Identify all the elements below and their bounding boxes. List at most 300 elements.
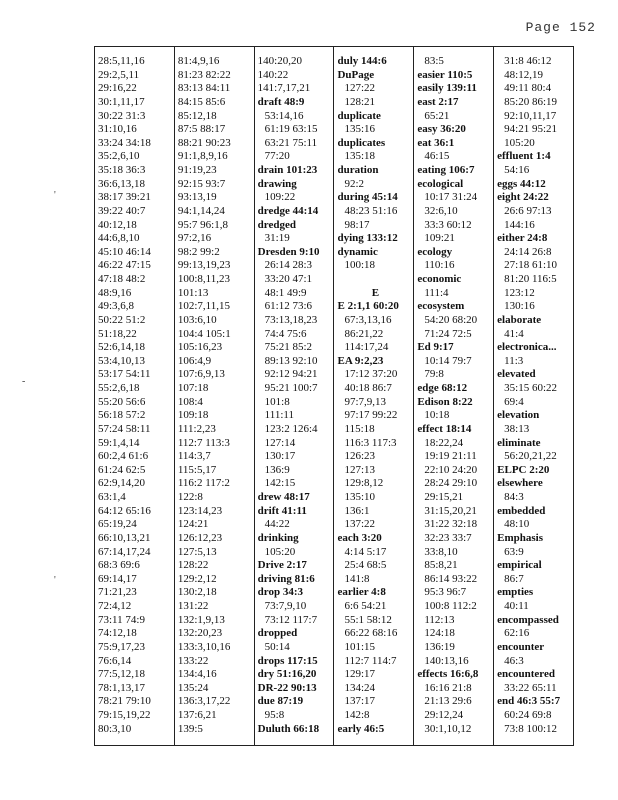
page-reference: 100:18 xyxy=(344,259,376,272)
index-term: empties xyxy=(497,586,534,599)
page-reference: 69:14,17 xyxy=(98,572,137,585)
page-reference: 48:9,16 xyxy=(98,286,132,299)
index-term: due 87:19 xyxy=(257,695,304,708)
index-term: eating 106:7 xyxy=(417,164,475,176)
page-reference: 60:24 69:8 xyxy=(504,709,552,721)
page-reference: 76:6,14 xyxy=(98,654,132,667)
page-reference: 33:20 47:1 xyxy=(264,273,313,285)
page-reference: 105:16,23 xyxy=(177,341,223,354)
page-reference: 24:14 26:8 xyxy=(504,245,552,258)
page-reference: 61:24 62:5 xyxy=(98,463,146,476)
page-reference: 130:2,18 xyxy=(177,586,217,599)
page-reference: 129:8,12 xyxy=(344,477,384,490)
index-term: encompassed xyxy=(497,613,559,626)
page-reference: 57:24 58:11 xyxy=(98,422,151,435)
page-reference: 137:17 xyxy=(344,695,376,708)
page-reference: 128:21 xyxy=(344,95,376,108)
page-reference: 49:11 80:4 xyxy=(504,82,552,95)
page-reference: 55:1 58:12 xyxy=(344,613,392,626)
page-reference: 84:3 xyxy=(504,491,524,503)
page-reference: 75:21 85:2 xyxy=(264,341,313,354)
page-reference: 92:15 93:7 xyxy=(177,177,226,190)
index-term: driving 81:6 xyxy=(257,572,315,585)
page-reference: 31:22 32:18 xyxy=(424,518,478,531)
page-reference: 131:22 xyxy=(177,600,209,612)
page-reference: 32:23 33:7 xyxy=(424,531,472,544)
page-reference: 135:18 xyxy=(344,150,376,163)
page-reference: 53:14,16 xyxy=(264,109,304,122)
page-reference: 48:10 xyxy=(504,518,530,531)
index-term: duplicate xyxy=(337,109,381,122)
page-reference: 49:3,6,8 xyxy=(98,300,135,313)
index-term: dynamic xyxy=(337,245,378,258)
page-reference: 56:20,21,22 xyxy=(504,450,557,463)
page-reference: 85:20 86:19 xyxy=(504,95,558,108)
index-column-5 xyxy=(414,47,494,745)
page-reference: 122:8 xyxy=(177,491,203,503)
page-reference: 101:8 xyxy=(264,395,290,408)
page-reference: 35:18 36:3 xyxy=(98,164,146,176)
page-reference: 144:16 xyxy=(504,218,535,231)
page-reference: 44:22 xyxy=(264,518,290,531)
page-reference: 87:5 88:17 xyxy=(177,123,226,136)
page-reference: 11:3 xyxy=(504,354,524,367)
page-reference: 89:13 92:10 xyxy=(264,354,318,367)
page-reference: 126:12,23 xyxy=(177,531,223,544)
page-reference: 80:3,10 xyxy=(98,722,132,735)
page-reference: 111:2,23 xyxy=(177,422,216,435)
index-term: easily 139:11 xyxy=(417,82,477,95)
page-reference: 95:21 100:7 xyxy=(264,382,318,394)
page-reference: 141:7,17,21 xyxy=(257,82,311,95)
page-reference: 53:4,10,13 xyxy=(98,354,146,367)
index-term: earlier 4:8 xyxy=(337,586,386,599)
page-reference: 46:22 47:15 xyxy=(98,259,151,272)
index-column-6 xyxy=(494,47,573,745)
page-reference: 110:16 xyxy=(424,259,455,272)
page-reference: 77:20 xyxy=(264,150,290,163)
index-term: eight 24:22 xyxy=(497,191,549,204)
page-reference: 35:15 60:22 xyxy=(504,382,558,394)
page-reference: 101:15 xyxy=(344,640,376,653)
page-reference: 72:4,12 xyxy=(98,600,132,612)
index-term: drift 41:11 xyxy=(257,504,307,517)
index-column-4 xyxy=(334,47,414,745)
page-reference: 85:8,21 xyxy=(424,559,458,572)
page-reference: 65:19,24 xyxy=(98,518,137,531)
page-reference: 55:2,6,18 xyxy=(98,382,140,394)
index-term: elevated xyxy=(497,368,536,381)
page-reference: 140:22 xyxy=(257,68,289,81)
page-reference: 139:5 xyxy=(177,722,203,735)
section-letter: E xyxy=(371,286,380,299)
page-reference: 135:24 xyxy=(177,681,209,694)
page-reference: 134:4,16 xyxy=(177,668,217,681)
page-reference: 128:22 xyxy=(177,559,209,572)
page-reference: 116:2 117:2 xyxy=(177,477,230,490)
page-reference: 18:22,24 xyxy=(424,436,464,449)
page-reference: 81:20 116:5 xyxy=(504,273,557,285)
index-term: Edison 8:22 xyxy=(417,395,473,408)
page-reference: 127:14 xyxy=(264,436,296,449)
page-reference: 93:13,19 xyxy=(177,191,217,204)
page-reference: 130:16 xyxy=(504,300,535,313)
page-reference: 109:21 xyxy=(424,232,455,245)
page-reference: 86:21,22 xyxy=(344,327,384,340)
page-reference: 81:23 82:22 xyxy=(177,68,231,81)
page-reference: 19:19 21:11 xyxy=(424,450,477,463)
page-reference: 25:4 68:5 xyxy=(344,559,387,572)
page-reference: 41:4 xyxy=(504,327,524,340)
page-reference: 112:7 114:7 xyxy=(344,654,397,667)
page-reference: 83:5 xyxy=(424,55,444,67)
page-reference: 4:14 5:17 xyxy=(344,545,387,558)
page-reference: 10:18 xyxy=(424,409,450,422)
page-reference: 77:5,12,18 xyxy=(98,668,146,681)
page-reference: 132:1,9,13 xyxy=(177,613,225,626)
page-reference: 127:5,13 xyxy=(177,545,217,558)
page-reference: 124:18 xyxy=(424,627,455,640)
page-reference: 40:11 xyxy=(504,600,529,612)
page-reference: 40:12,18 xyxy=(98,218,137,231)
page-reference: 134:24 xyxy=(344,681,376,694)
page-reference: 97:17 99:22 xyxy=(344,409,398,422)
page-reference: 142:15 xyxy=(264,477,296,490)
index-term: drew 48:17 xyxy=(257,491,310,503)
page-reference: 16:16 21:8 xyxy=(424,681,472,694)
page-reference: 78:1,13,17 xyxy=(98,681,146,694)
page-reference: 107:18 xyxy=(177,382,209,394)
page-reference: 132:20,23 xyxy=(177,627,223,640)
page-reference: 135:16 xyxy=(344,123,376,136)
page-reference: 92:2 xyxy=(344,177,365,190)
page-reference: 140:20,20 xyxy=(257,55,302,67)
page-reference: 31:10,16 xyxy=(98,123,137,136)
page-reference: 104:4 105:1 xyxy=(177,327,231,340)
page-reference: 73:12 117:7 xyxy=(264,613,318,626)
index-term: encountered xyxy=(497,668,555,681)
page-reference: 50:14 xyxy=(264,640,290,653)
index-term: elevation xyxy=(497,409,540,422)
page-reference: 135:10 xyxy=(344,491,376,503)
page-reference: 112:7 113:3 xyxy=(177,436,230,449)
page-reference: 55:20 56:6 xyxy=(98,395,146,408)
page-reference: 54:20 68:20 xyxy=(424,313,478,326)
page-reference: 48:1 49:9 xyxy=(264,286,307,299)
page-reference: 38:17 39:21 xyxy=(98,191,151,204)
page-reference: 21:13 29:6 xyxy=(424,695,472,708)
page-reference: 115:18 xyxy=(344,422,375,435)
index-term: either 24:8 xyxy=(497,232,548,245)
page-reference: 127:22 xyxy=(344,82,376,95)
page-reference: 31:8 46:12 xyxy=(504,55,552,67)
index-term: Drive 2:17 xyxy=(257,559,307,572)
page-reference: 54:16 xyxy=(504,164,530,176)
page-reference: 10:14 79:7 xyxy=(424,354,472,367)
page-reference: 79:15,19,22 xyxy=(98,709,151,721)
index-term: easy 36:20 xyxy=(417,123,466,136)
index-term: dredged xyxy=(257,218,296,231)
page-reference: 103:6,10 xyxy=(177,313,217,326)
index-term: E 2:1,1 60:20 xyxy=(337,300,399,313)
page-reference: 59:1,4,14 xyxy=(98,436,140,449)
index-term: dry 51:16,20 xyxy=(257,668,317,681)
page-reference: 73:8 100:12 xyxy=(504,722,558,735)
page-reference: 47:18 48:2 xyxy=(98,273,146,285)
page-reference: 124:21 xyxy=(177,518,209,531)
page-reference: 95:3 96:7 xyxy=(424,586,467,599)
page-reference: 67:3,13,16 xyxy=(344,313,392,326)
page-reference: 17:12 37:20 xyxy=(344,368,398,381)
page-reference: 61:12 73:6 xyxy=(264,300,313,313)
page-reference: 109:22 xyxy=(264,191,296,204)
page-reference: 64:12 65:16 xyxy=(98,504,151,517)
page-reference: 60:2,4 61:6 xyxy=(98,450,149,463)
index-term: drawing xyxy=(257,177,297,190)
page-reference: 105:20 xyxy=(504,136,535,149)
page-reference: 78:21 79:10 xyxy=(98,695,151,708)
index-term: eggs 44:12 xyxy=(497,177,546,190)
index-term: elaborate xyxy=(497,313,542,326)
index-term: eat 36:1 xyxy=(417,136,455,149)
index-term: electronica... xyxy=(497,341,557,354)
page-reference: 31:15,20,21 xyxy=(424,504,477,517)
page-reference: 97:7,9,13 xyxy=(344,395,387,408)
page-reference: 31:19 xyxy=(264,232,290,245)
index-term: ecosystem xyxy=(417,300,465,313)
page-reference: 129:2,12 xyxy=(177,572,217,585)
index-term: encounter xyxy=(497,640,545,653)
page-reference: 29:16,22 xyxy=(98,82,137,95)
page-reference: 62:9,14,20 xyxy=(98,477,146,490)
page-reference: 71:24 72:5 xyxy=(424,327,472,340)
page-reference: 127:13 xyxy=(344,463,376,476)
page-reference: 46:3 xyxy=(504,654,524,667)
page-reference: 66:22 68:16 xyxy=(344,627,398,640)
page-reference: 44:6,8,10 xyxy=(98,232,140,245)
index-term: ELPC 2:20 xyxy=(497,463,550,476)
index-term: Duluth 66:18 xyxy=(257,722,320,735)
page-reference xyxy=(334,273,413,287)
page-reference: 74:4 75:6 xyxy=(264,327,307,340)
page-reference: 65:21 xyxy=(424,109,450,122)
index-term: end 46:3 55:7 xyxy=(497,695,561,708)
page-reference: 29:15,21 xyxy=(424,491,464,503)
page-reference: 111:4 xyxy=(424,286,449,299)
page-reference: 73:13,18,23 xyxy=(264,313,318,326)
page-reference: 102:7,11,15 xyxy=(177,300,230,313)
index-term: eliminate xyxy=(497,436,541,449)
page-reference: 85:12,18 xyxy=(177,109,217,122)
page-reference: 136:19 xyxy=(424,640,455,653)
page-reference: 73:11 74:9 xyxy=(98,613,145,626)
page-reference: 51:18,22 xyxy=(98,327,137,340)
page-reference: 52:6,14,18 xyxy=(98,341,146,354)
index-term: embedded xyxy=(497,504,546,517)
index-term: dying 133:12 xyxy=(337,232,398,245)
index-term: Ed 9:17 xyxy=(417,341,454,354)
index-term: elsewhere xyxy=(497,477,543,490)
page-reference: 95:8 xyxy=(264,709,285,721)
page-reference: 136:9 xyxy=(264,463,290,476)
page-reference: 98:2 99:2 xyxy=(177,245,220,258)
page-reference: 86:7 xyxy=(504,572,524,585)
index-term: draft 48:9 xyxy=(257,95,305,108)
page-reference: 50:22 51:2 xyxy=(98,313,146,326)
page-reference: 62:16 xyxy=(504,627,530,640)
index-term: during 45:14 xyxy=(337,191,398,204)
margin-mark: ' xyxy=(54,190,56,201)
index-term: Dresden 9:10 xyxy=(257,245,320,258)
page-reference: 29:2,5,11 xyxy=(98,68,140,81)
page-reference: 98:17 xyxy=(344,218,370,231)
margin-mark: - xyxy=(22,376,26,387)
index-term: drop 34:3 xyxy=(257,586,303,599)
index-term: ecological xyxy=(417,177,464,190)
page-reference: 32:6,10 xyxy=(424,204,458,217)
page-reference: 92:12 94:21 xyxy=(264,368,318,381)
page-reference: 6:6 54:21 xyxy=(344,600,387,612)
page-reference: 137:22 xyxy=(344,518,376,531)
page-reference: 105:20 xyxy=(264,545,296,558)
index-term: early 46:5 xyxy=(337,722,385,735)
index-column-1 xyxy=(95,47,175,745)
index-term: dropped xyxy=(257,627,298,640)
index-term: empirical xyxy=(497,559,542,572)
page-reference: 30:22 31:3 xyxy=(98,109,146,122)
index-term: duplicates xyxy=(337,136,386,149)
page-reference: 142:8 xyxy=(344,709,370,721)
index-term: EA 9:2,23 xyxy=(337,354,384,367)
index-term: DuPage xyxy=(337,68,375,81)
page-reference: 29:12,24 xyxy=(424,709,464,721)
index-column-3 xyxy=(255,47,335,745)
index-term: effluent 1:4 xyxy=(497,150,551,163)
page-reference: 30:1,11,17 xyxy=(98,95,145,108)
page-reference: 86:14 93:22 xyxy=(424,572,478,585)
page-reference: 73:7,9,10 xyxy=(264,600,307,612)
page-reference: 22:10 24:20 xyxy=(424,463,478,476)
index-term: effect 18:14 xyxy=(417,422,472,435)
page-reference: 33:8,10 xyxy=(424,545,458,558)
page-reference: 133:22 xyxy=(177,654,209,667)
page-reference: 123:2 126:4 xyxy=(264,422,318,435)
margin-mark: ' xyxy=(54,575,56,586)
page-reference: 48:23 51:16 xyxy=(344,204,398,217)
page-reference: 130:17 xyxy=(264,450,296,463)
page-reference: 33:22 65:11 xyxy=(504,681,557,694)
index-term: easier 110:5 xyxy=(417,68,473,81)
page-reference: 35:2,6,10 xyxy=(98,150,140,163)
page-reference: 67:14,17,24 xyxy=(98,545,151,558)
page-reference: 69:4 xyxy=(504,395,524,408)
page-reference: 114:17,24 xyxy=(344,341,389,354)
page-reference: 129:17 xyxy=(344,668,376,681)
page-reference: 27:18 61:10 xyxy=(504,259,558,272)
page-reference: 116:3 117:3 xyxy=(344,436,397,449)
index-term: east 2:17 xyxy=(417,95,459,108)
page-reference: 71:21,23 xyxy=(98,586,137,599)
page-reference: 63:9 xyxy=(504,545,524,558)
page-reference: 136:1 xyxy=(344,504,370,517)
page-reference: 40:18 86:7 xyxy=(344,382,392,394)
page-reference: 74:12,18 xyxy=(98,627,137,640)
page-reference: 33:24 34:18 xyxy=(98,136,151,149)
page-reference: 97:2,16 xyxy=(177,232,212,245)
page-reference: 48:12,19 xyxy=(504,68,543,81)
page-reference: 26:14 28:3 xyxy=(264,259,313,272)
page-reference: 100:8 112:2 xyxy=(424,600,477,612)
index-term: dredge 44:14 xyxy=(257,204,319,217)
page-reference: 112:13 xyxy=(424,613,455,626)
page-reference: 133:3,10,16 xyxy=(177,640,231,653)
page-reference: 123:14,23 xyxy=(177,504,223,517)
page-number-label: Page 152 xyxy=(525,20,596,35)
page-reference: 141:8 xyxy=(344,572,370,585)
page-reference: 38:13 xyxy=(504,422,530,435)
page-reference: 114:3,7 xyxy=(177,450,211,463)
index-term: economic xyxy=(417,273,462,285)
page-reference: 100:8,11,23 xyxy=(177,273,230,285)
page-reference: 84:15 85:6 xyxy=(177,95,226,108)
page-reference: 107:6,9,13 xyxy=(177,368,225,381)
page-reference: 94:21 95:21 xyxy=(504,123,558,136)
page-reference: 10:17 31:24 xyxy=(424,191,478,204)
index-term: effects 16:6,8 xyxy=(417,668,479,681)
page-reference: 99:13,19,23 xyxy=(177,259,231,272)
page-reference: 28:5,11,16 xyxy=(98,55,145,67)
page-reference: 94:1,14,24 xyxy=(177,204,225,217)
page-reference: 46:15 xyxy=(424,150,450,163)
page-reference: 115:5,17 xyxy=(177,463,217,476)
index-column-2 xyxy=(175,47,255,745)
page-reference: 111:11 xyxy=(264,409,294,422)
index-term: ecology xyxy=(417,245,453,258)
page-reference: 66:10,13,21 xyxy=(98,531,151,544)
page-reference: 39:22 40:7 xyxy=(98,204,146,217)
page-reference: 26:6 97:13 xyxy=(504,204,552,217)
page-reference: 136:3,17,22 xyxy=(177,695,231,708)
page-reference: 126:23 xyxy=(344,450,376,463)
page-reference: 91:19,23 xyxy=(177,164,217,176)
page-reference: 106:4,9 xyxy=(177,354,212,367)
page-reference: 63:21 75:11 xyxy=(264,136,318,149)
page-reference: 61:19 63:15 xyxy=(264,123,318,136)
page-reference: 68:3 69:6 xyxy=(98,559,140,572)
page-reference: 28:24 29:10 xyxy=(424,477,478,490)
page-reference: 91:1,8,9,16 xyxy=(177,150,228,163)
page-reference: 88:21 90:23 xyxy=(177,136,231,149)
page-reference: 79:8 xyxy=(424,368,444,381)
page-reference: 95:7 96:1,8 xyxy=(177,218,228,231)
page-reference: 137:6,21 xyxy=(177,709,217,721)
page-reference: 45:10 46:14 xyxy=(98,245,151,258)
page-reference: 30:1,10,12 xyxy=(424,722,472,735)
page-reference: 109:18 xyxy=(177,409,209,422)
page-reference: 33:3 60:12 xyxy=(424,218,472,231)
page-reference: 140:13,16 xyxy=(424,654,469,667)
index-term: drops 117:15 xyxy=(257,654,318,667)
page-reference: 56:18 57:2 xyxy=(98,409,146,422)
index-term: Emphasis xyxy=(497,531,543,544)
page-reference: 63:1,4 xyxy=(98,491,126,503)
page-reference: 83:13 84:11 xyxy=(177,82,231,95)
page-reference: 53:17 54:11 xyxy=(98,368,151,381)
page-reference: 92:10,11,17 xyxy=(504,109,557,122)
page-reference: 81:4,9,16 xyxy=(177,55,220,67)
index-term: DR-22 90:13 xyxy=(257,681,317,694)
page-reference: 36:6,13,18 xyxy=(98,177,146,190)
